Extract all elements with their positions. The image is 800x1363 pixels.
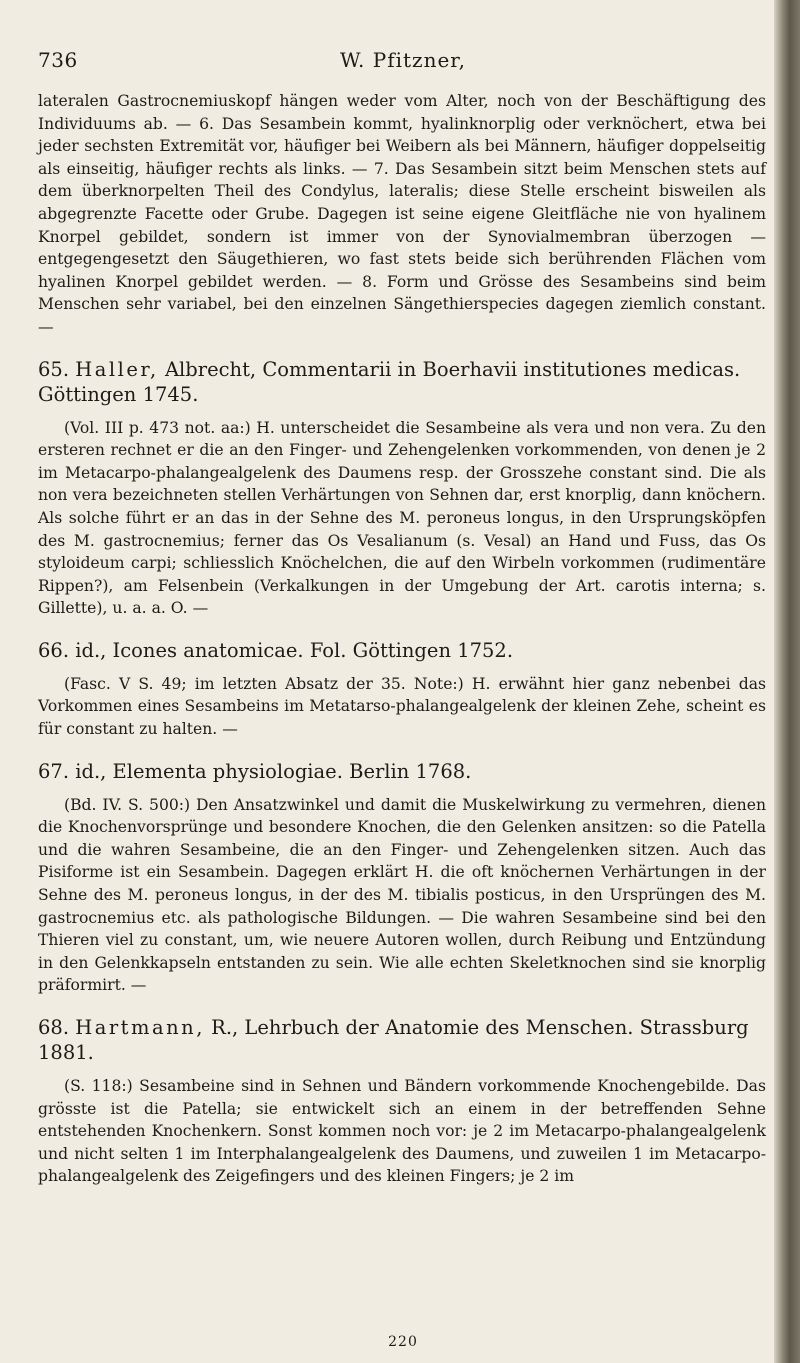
- page-number: 736: [38, 48, 78, 72]
- entry-author: id.,: [75, 759, 107, 783]
- entry-heading: [38, 357, 766, 407]
- entry-title: R., Lehrbuch der Anatomie des Menschen. Strassburg 1881.: [38, 1016, 749, 1064]
- page-body: [38, 90, 766, 1188]
- page-binding-edge: [774, 0, 800, 1363]
- entry-68: [38, 1015, 766, 1188]
- entry-67: [38, 759, 766, 997]
- entry-65: [38, 357, 766, 620]
- entry-66: [38, 638, 766, 741]
- entry-heading: [38, 759, 766, 784]
- printer-signature: 220: [388, 1334, 418, 1350]
- entry-author: Hartmann,: [75, 1016, 205, 1039]
- entry-number: 67.: [38, 759, 70, 783]
- entry-title: Elementa physiologiae. Berlin 1768.: [112, 759, 472, 783]
- entry-heading: [38, 638, 766, 663]
- entry-text: (Vol. III p. 473 not. aa:) H. unterscheidet die Sesambeine als vera und non vera. Zu den ersteren rechnet er die an den Finger- und Zehengelenken vorkommenden, von denen je 2 im Metacarpo-phalangealgelenk des Daumens resp. der Grosszehe constant sind. Die als non vera bezeichneten stellen Verhärtungen von Sehnen dar, erst knorplig, dann knöchern. Als solche führt er an das in der Sehne des M. peroneus longus, in den Ursprungsköpfen des M. gastrocnemius; ferner das Os Vesalianum (s. Vesal) an Hand und Fuss, das Os styloideum carpi; schliesslich Knöchelchen, die auf den Wirbeln vorkommen (rudimentäre Rippen?), am Felsenbein (Verkalkungen in der Umgebung der Art. carotis interna; s. Gillette), u. a. a. O. —: [38, 418, 766, 618]
- intro-paragraph: lateralen Gastrocnemiuskopf hängen weder vom Alter, noch von der Beschäftigung des Individuums ab. — 6. Das Sesambein kommt, hyalinknorplig oder verknöchert, etwa bei jeder sechsten Extremität vor, häufiger bei Weibern als bei Männern, häufiger doppelseitig als einseitig, häufiger rechts als links. — 7. Das Sesambein sitzt beim Menschen stets auf dem überknorpelten Theil des Condylus, lateralis; diese Stelle erscheint bisweilen als abgegrenzte Facette oder Grube. Dagegen ist seine eigene Gleitfläche nie von hyalinem Knorpel gebildet, sondern ist immer von der Synovialmembran überzogen — entgegengesetzt den Säugethieren, wo fast stets beide sich berührenden Flächen vom hyalinen Knorpel gebildet werden. — 8. Form und Grösse des Sesambeins sind beim Menschen sehr variabel, bei den einzelnen Sängethierspecies dagegen ziemlich constant. —: [38, 92, 766, 336]
- entry-title: Albrecht, Commentarii in Boerhavii institutiones medicas. Göttingen 1745.: [38, 357, 741, 406]
- entry-author: id.,: [75, 638, 107, 662]
- book-page: [38, 0, 768, 1363]
- running-head: W. Pfitzner,: [339, 48, 467, 72]
- entry-number: 68.: [38, 1016, 70, 1039]
- entry-text: (Bd. IV. S. 500:) Den Ansatzwinkel und damit die Muskelwirkung zu vermehren, dienen die Knochenvorsprünge und besondere Knochen, die den Gelenken ansitzen: so die Patella und die wahren Sesambeine, die an den Finger- und Zehengelenken sitzen. Auch das Pisiforme ist ein Sesambein. Dagegen erklärt H. die oft knöchernen Verhärtungen in der Sehne des M. peroneus longus, in der des M. tibialis posticus, in den Ursprüngen des M. gastrocnemius etc. als pathologische Bildungen. — Die wahren Sesambeine sind bei den Thieren viel zu constant, um, wie neuere Autoren wollen, durch Reibung und Entzündung in den Gelenkkapseln entstanden zu sein. Wie alle echten Skeletknochen sind sie knorplig präformirt. —: [38, 795, 766, 995]
- entry-heading: [38, 1015, 766, 1065]
- entry-text: (S. 118:) Sesambeine sind in Sehnen und Bändern vorkommende Knochengebilde. Das grösste ist die Patella; sie entwickelt sich an einem in der betreffenden Sehne entstehenden Knochenkern. Sonst kommen noch vor: je 2 im Metacarpo-phalangealgelenk und nicht selten 1 im Interphalangealgelenk des Daumens, und zuweilen 1 im Metacarpo-phalangealgelenk des Zeigefingers und des kleinen Fingers; je 2 im: [38, 1077, 766, 1186]
- entry-number: 65.: [38, 357, 70, 381]
- entry-number: 66.: [38, 638, 70, 662]
- entry-text: (Fasc. V S. 49; im letzten Absatz der 35. Note:) H. erwähnt hier ganz nebenbei das Vorkommen eines Sesambeins im Metatarso-phalangealgelenk der kleinen Zehe, scheint es für constant zu halten. —: [38, 674, 766, 739]
- entry-author: Haller,: [75, 357, 159, 381]
- page-header: [38, 48, 768, 88]
- entry-title: Icones anatomicae. Fol. Göttingen 1752.: [112, 638, 514, 662]
